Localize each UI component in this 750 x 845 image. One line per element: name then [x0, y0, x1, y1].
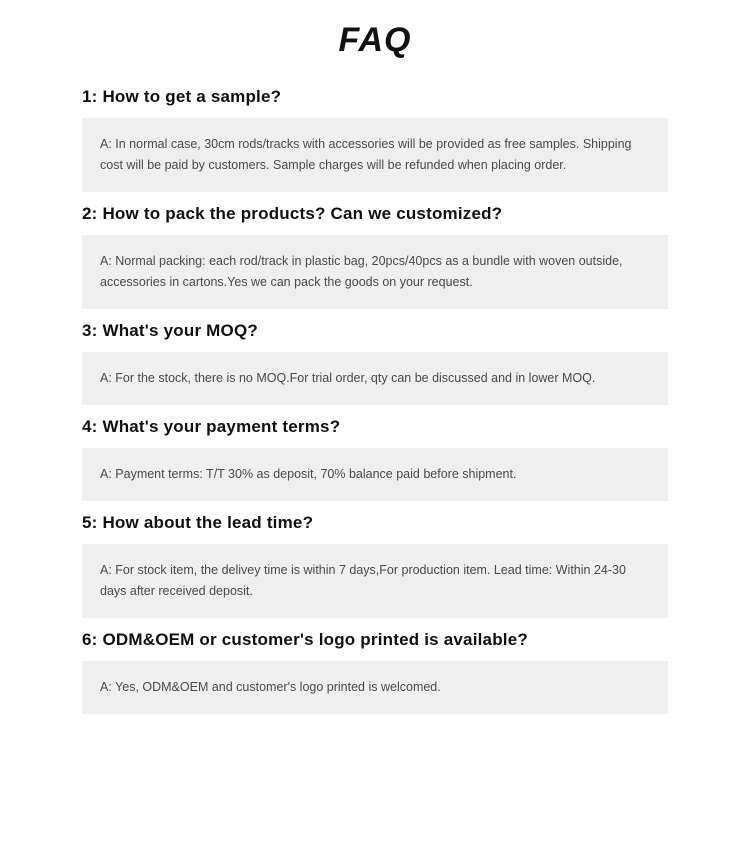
faq-item	[0, 320, 750, 405]
faq-question-number: 3:	[82, 321, 103, 340]
faq-item	[0, 203, 750, 309]
faq-question-text: How to pack the products? Can we customized?	[102, 204, 503, 223]
faq-answer	[82, 118, 668, 192]
faq-question	[0, 203, 750, 225]
faq-answer-text: A: Payment terms: T/T 30% as deposit, 70% balance paid before shipment.	[100, 467, 517, 481]
faq-question	[0, 86, 750, 108]
faq-question-number: 2:	[82, 204, 103, 223]
faq-list	[0, 86, 750, 714]
faq-answer-text: A: Normal packing: each rod/track in plastic bag, 20pcs/40pcs as a bundle with woven outside, accessories in cartons.Yes we can pack the goods on your request.	[100, 254, 623, 289]
faq-answer-text: A: Yes, ODM&OEM and customer's logo printed is welcomed.	[100, 680, 441, 694]
faq-answer-text: A: In normal case, 30cm rods/tracks with accessories will be provided as free samples. Shipping cost will be paid by customers. Sample charges will be refunded when placing order.	[100, 137, 632, 172]
faq-question-text: What's your payment terms?	[102, 417, 341, 436]
faq-question	[0, 629, 750, 651]
faq-answer	[82, 235, 668, 309]
faq-answer-text: A: For the stock, there is no MOQ.For trial order, qty can be discussed and in lower MOQ.	[100, 371, 596, 385]
faq-question-text: How to get a sample?	[102, 87, 282, 106]
faq-answer	[82, 544, 668, 618]
faq-item	[0, 416, 750, 501]
faq-item	[0, 512, 750, 618]
faq-question-number: 4:	[82, 417, 103, 436]
faq-question	[0, 512, 750, 534]
faq-item	[0, 629, 750, 714]
faq-item	[0, 86, 750, 192]
faq-answer	[82, 661, 668, 714]
faq-question	[0, 416, 750, 438]
faq-question-number: 1:	[82, 87, 103, 106]
faq-question	[0, 320, 750, 342]
faq-answer	[82, 448, 668, 501]
faq-question-text: How about the lead time?	[102, 513, 314, 532]
faq-question-number: 6:	[82, 630, 103, 649]
faq-question-number: 5:	[82, 513, 103, 532]
faq-question-text: ODM&OEM or customer's logo printed is available?	[102, 630, 528, 649]
page-title: FAQ	[338, 21, 412, 59]
faq-page	[0, 18, 750, 845]
faq-answer-text: A: For stock item, the delivey time is within 7 days,For production item. Lead time: Within 24-30 days after received deposit.	[100, 563, 626, 598]
faq-answer	[82, 352, 668, 405]
faq-question-text: What's your MOQ?	[102, 321, 258, 340]
